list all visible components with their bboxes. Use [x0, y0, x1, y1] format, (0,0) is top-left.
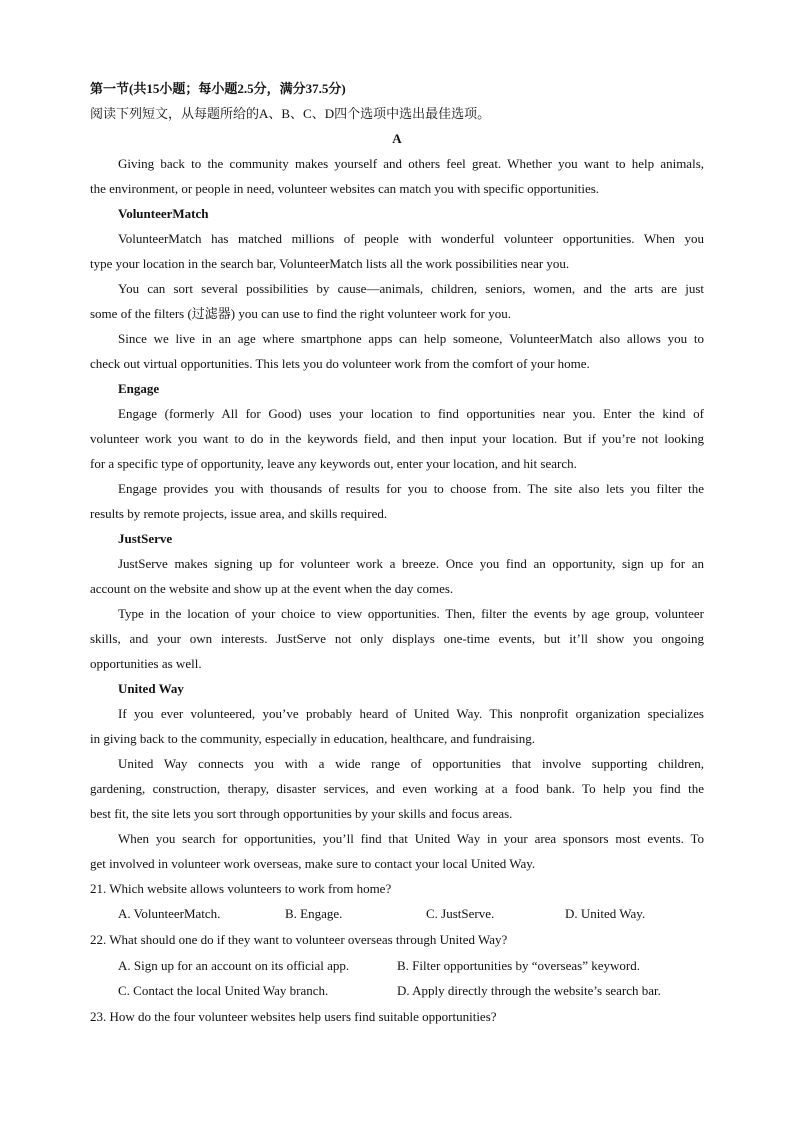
paragraph-line: JustServe makes signing up for volunteer work a breeze. Once you find an opportunity, sign up for an — [118, 556, 704, 571]
instruction: 阅读下列短文，从每题所给的A、B、C、D四个选项中选出最佳选项。 — [90, 106, 491, 121]
question-stem-22: 22. What should one do if they want to volunteer overseas through United Way? — [90, 932, 508, 947]
paragraph-line: results by remote projects, issue area, and skills required. — [90, 506, 388, 521]
section-header: 第一节(共15小题；每小题2.5分，满分37.5分) — [90, 81, 346, 96]
paragraph-line: best fit, the site lets you sort through opportunities by your skills and focus areas. — [90, 806, 513, 821]
paragraph-line: If you ever volunteered, you’ve probably heard of United Way. This nonprofit organization specializes — [118, 706, 704, 721]
paragraph-line: in giving back to the community, especially in education, healthcare, and fundraising. — [90, 731, 535, 746]
paragraph-line: Engage (formerly All for Good) uses your location to find opportunities near you. Enter the kind of — [118, 406, 704, 421]
q22-option-d: D. Apply directly through the website’s search bar. — [397, 983, 661, 998]
paragraph-line: gardening, construction, therapy, disaster services, and even working at a food bank. To help you find the — [90, 781, 704, 796]
paragraph-line: Type in the location of your choice to view opportunities. Then, filter the events by age group, volunteer — [118, 606, 704, 621]
q22-option-a: A. Sign up for an account on its official app. — [118, 958, 350, 973]
paragraph-line: some of the filters (过滤器) you can use to find the right volunteer work for you. — [90, 306, 511, 321]
paragraph-line: account on the website and show up at the event when the day comes. — [90, 581, 454, 596]
question-stem-23: 23. How do the four volunteer websites help users find suitable opportunities? — [90, 1009, 497, 1024]
paragraph-line: opportunities as well. — [90, 656, 202, 671]
question-stem-21: 21. Which website allows volunteers to work from home? — [90, 881, 392, 896]
passage-label: A — [392, 131, 402, 146]
paragraph-line: get involved in volunteer work overseas, make sure to contact your local United Way. — [90, 856, 536, 871]
paragraph-line: check out virtual opportunities. This lets you do volunteer work from the comfort of your home. — [90, 356, 590, 371]
q22-option-c: C. Contact the local United Way branch. — [118, 983, 329, 998]
paragraph-line: skills, and your own interests. JustServe not only displays one-time events, but it’ll show you ongoing — [90, 631, 704, 646]
q21-option-c: C. JustServe. — [426, 906, 495, 921]
paragraph-line: Since we live in an age where smartphone apps can help someone, VolunteerMatch also allows you to — [118, 331, 704, 346]
intro-line: the environment, or people in need, volunteer websites can match you with specific opportunities. — [90, 181, 600, 196]
site-heading-justserve: JustServe — [118, 531, 173, 546]
q22-option-b: B. Filter opportunities by “overseas” keyword. — [397, 958, 640, 973]
paragraph-line: VolunteerMatch has matched millions of people with wonderful volunteer opportunities. When you — [118, 231, 704, 246]
site-heading-engage: Engage — [118, 381, 160, 396]
paragraph-line: United Way connects you with a wide range of opportunities that involve supporting children, — [118, 756, 704, 771]
paragraph-line: volunteer work you want to do in the keywords field, and then input your location. But if you’re not looking — [90, 431, 704, 446]
intro-line: Giving back to the community makes yourself and others feel great. Whether you want to help animals, — [118, 156, 704, 171]
site-heading-united-way: United Way — [118, 681, 184, 696]
q21-option-a: A. VolunteerMatch. — [118, 906, 221, 921]
paragraph-line: type your location in the search bar, VolunteerMatch lists all the work possibilities near you. — [90, 256, 570, 271]
paragraph-line: When you search for opportunities, you’ll find that United Way in your area sponsors most events. To — [118, 831, 704, 846]
q21-option-b: B. Engage. — [285, 906, 343, 921]
site-heading-volunteermatch: VolunteerMatch — [118, 206, 209, 221]
paragraph-line: for a specific type of opportunity, leave any keywords out, enter your location, and hit search. — [90, 456, 577, 471]
q21-option-d: D. United Way. — [565, 906, 646, 921]
paragraph-line: You can sort several possibilities by cause—animals, children, seniors, women, and the arts are just — [118, 281, 704, 296]
paragraph-line: Engage provides you with thousands of results for you to choose from. The site also lets you filter the — [118, 481, 704, 496]
